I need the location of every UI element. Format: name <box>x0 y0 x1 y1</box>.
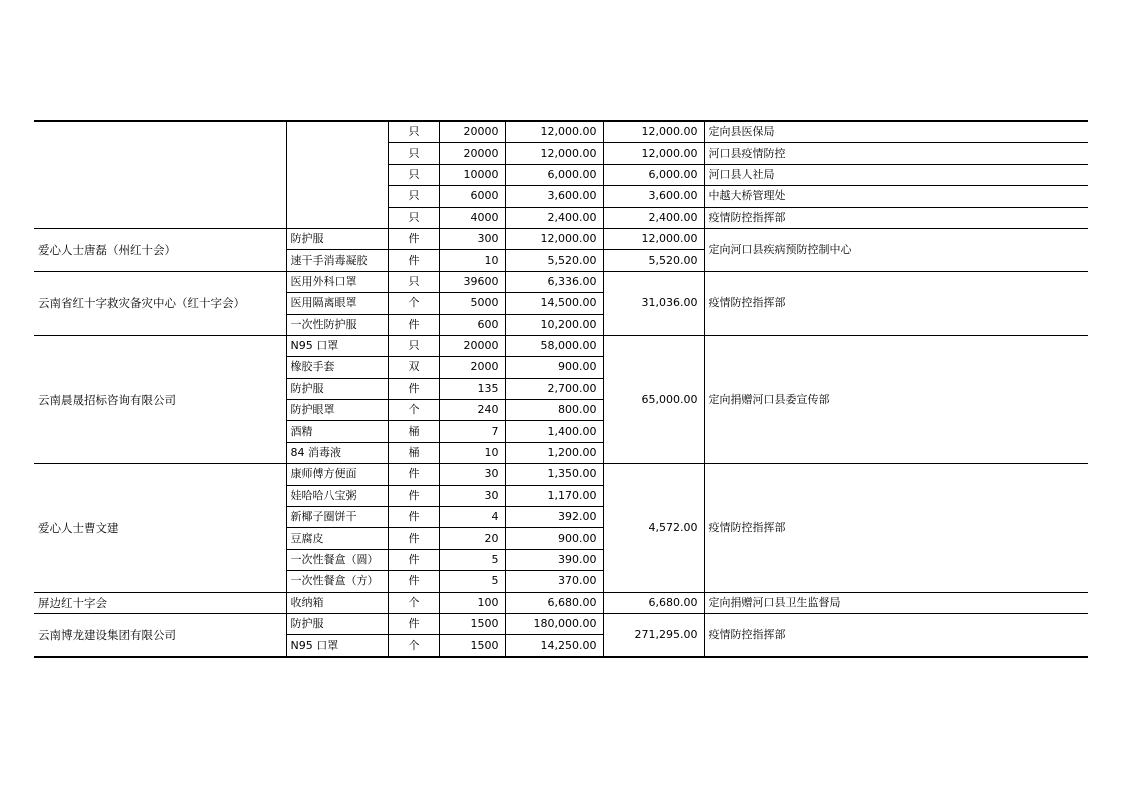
quantity-cell: 100 <box>439 592 505 613</box>
amount-cell: 2,700.00 <box>505 378 603 399</box>
unit-cell: 个 <box>388 293 439 314</box>
unit-cell: 只 <box>388 186 439 207</box>
item-cell: 新椰子圈饼干 <box>286 507 388 528</box>
amount-cell: 58,000.00 <box>505 335 603 356</box>
item-cell: 康师傅方便面 <box>286 464 388 485</box>
quantity-cell: 5 <box>439 549 505 570</box>
unit-cell: 只 <box>388 207 439 228</box>
recipient-cell: 定向河口县疾病预防控制中心 <box>704 228 1088 271</box>
amount-cell: 14,500.00 <box>505 293 603 314</box>
amount-cell: 12,000.00 <box>505 228 603 249</box>
table-row <box>34 121 1088 143</box>
amount-cell: 1,170.00 <box>505 485 603 506</box>
item-cell: 医用外科口罩 <box>286 271 388 292</box>
table-row <box>34 464 1088 485</box>
quantity-cell: 600 <box>439 314 505 335</box>
unit-cell: 件 <box>388 228 439 249</box>
donation-table <box>34 120 1088 658</box>
recipient-cell: 河口县疫情防控 <box>704 143 1088 164</box>
amount-cell: 1,200.00 <box>505 442 603 463</box>
quantity-cell: 30 <box>439 464 505 485</box>
amount-cell: 5,520.00 <box>505 250 603 271</box>
unit-cell: 只 <box>388 164 439 185</box>
recipient-cell: 中越大桥管理处 <box>704 186 1088 207</box>
total-cell: 6,680.00 <box>603 592 704 613</box>
total-cell: 6,000.00 <box>603 164 704 185</box>
item-cell: N95 口罩 <box>286 335 388 356</box>
amount-cell: 390.00 <box>505 549 603 570</box>
total-cell: 65,000.00 <box>603 335 704 463</box>
item-cell: 豆腐皮 <box>286 528 388 549</box>
total-cell: 271,295.00 <box>603 613 704 656</box>
amount-cell: 6,680.00 <box>505 592 603 613</box>
item-cell: N95 口罩 <box>286 635 388 657</box>
unit-cell: 双 <box>388 357 439 378</box>
amount-cell: 3,600.00 <box>505 186 603 207</box>
quantity-cell: 2000 <box>439 357 505 378</box>
amount-cell: 12,000.00 <box>505 143 603 164</box>
recipient-cell: 疫情防控指挥部 <box>704 613 1088 656</box>
amount-cell: 900.00 <box>505 528 603 549</box>
quantity-cell: 39600 <box>439 271 505 292</box>
table-row <box>34 271 1088 292</box>
unit-cell: 只 <box>388 335 439 356</box>
recipient-cell: 定向县医保局 <box>704 121 1088 143</box>
total-cell: 31,036.00 <box>603 271 704 335</box>
item-cell: 防护服 <box>286 613 388 634</box>
table-row <box>34 613 1088 634</box>
quantity-cell: 30 <box>439 485 505 506</box>
unit-cell: 只 <box>388 121 439 143</box>
item-cell: 一次性餐盒（圆） <box>286 549 388 570</box>
unit-cell: 件 <box>388 507 439 528</box>
item-cell: 防护服 <box>286 378 388 399</box>
item-cell: 娃哈哈八宝粥 <box>286 485 388 506</box>
item-cell: 一次性餐盒（方） <box>286 571 388 592</box>
unit-cell: 个 <box>388 635 439 657</box>
quantity-cell: 20000 <box>439 121 505 143</box>
unit-cell: 件 <box>388 464 439 485</box>
quantity-cell: 4000 <box>439 207 505 228</box>
quantity-cell: 7 <box>439 421 505 442</box>
donor-cell: 爱心人士唐磊（州红十会） <box>34 228 286 271</box>
quantity-cell: 6000 <box>439 186 505 207</box>
amount-cell: 6,000.00 <box>505 164 603 185</box>
amount-cell: 370.00 <box>505 571 603 592</box>
table-row <box>34 335 1088 356</box>
amount-cell: 1,350.00 <box>505 464 603 485</box>
quantity-cell: 20 <box>439 528 505 549</box>
amount-cell: 392.00 <box>505 507 603 528</box>
quantity-cell: 135 <box>439 378 505 399</box>
donor-cell <box>34 121 286 228</box>
unit-cell: 件 <box>388 485 439 506</box>
total-cell: 3,600.00 <box>603 186 704 207</box>
table-row <box>34 228 1088 249</box>
recipient-cell: 疫情防控指挥部 <box>704 464 1088 592</box>
quantity-cell: 20000 <box>439 335 505 356</box>
unit-cell: 件 <box>388 571 439 592</box>
table-row <box>34 592 1088 613</box>
item-cell: 一次性防护服 <box>286 314 388 335</box>
quantity-cell: 4 <box>439 507 505 528</box>
total-cell: 12,000.00 <box>603 228 704 249</box>
recipient-cell: 定向捐赠河口县委宣传部 <box>704 335 1088 463</box>
unit-cell: 桶 <box>388 442 439 463</box>
donor-cell: 爱心人士曹文建 <box>34 464 286 592</box>
unit-cell: 桶 <box>388 421 439 442</box>
item-cell: 橡胶手套 <box>286 357 388 378</box>
total-cell: 5,520.00 <box>603 250 704 271</box>
recipient-cell: 定向捐赠河口县卫生监督局 <box>704 592 1088 613</box>
amount-cell: 10,200.00 <box>505 314 603 335</box>
unit-cell: 件 <box>388 378 439 399</box>
donor-cell: 云南博龙建设集团有限公司 <box>34 613 286 656</box>
donation-table-page <box>34 120 1088 658</box>
recipient-cell: 河口县人社局 <box>704 164 1088 185</box>
quantity-cell: 300 <box>439 228 505 249</box>
recipient-cell: 疫情防控指挥部 <box>704 207 1088 228</box>
item-cell: 防护眼罩 <box>286 400 388 421</box>
unit-cell: 个 <box>388 592 439 613</box>
recipient-cell: 疫情防控指挥部 <box>704 271 1088 335</box>
item-cell: 医用隔离眼罩 <box>286 293 388 314</box>
amount-cell: 180,000.00 <box>505 613 603 634</box>
item-cell: 84 消毒液 <box>286 442 388 463</box>
donor-cell: 屏边红十字会 <box>34 592 286 613</box>
unit-cell: 件 <box>388 250 439 271</box>
quantity-cell: 5000 <box>439 293 505 314</box>
item-cell <box>286 121 388 228</box>
amount-cell: 6,336.00 <box>505 271 603 292</box>
amount-cell: 900.00 <box>505 357 603 378</box>
unit-cell: 件 <box>388 528 439 549</box>
unit-cell: 件 <box>388 549 439 570</box>
total-cell: 2,400.00 <box>603 207 704 228</box>
total-cell: 12,000.00 <box>603 143 704 164</box>
item-cell: 酒精 <box>286 421 388 442</box>
unit-cell: 个 <box>388 400 439 421</box>
quantity-cell: 1500 <box>439 613 505 634</box>
donor-cell: 云南晨晟招标咨询有限公司 <box>34 335 286 463</box>
donor-cell: 云南省红十字救灾备灾中心（红十字会） <box>34 271 286 335</box>
unit-cell: 只 <box>388 143 439 164</box>
total-cell: 4,572.00 <box>603 464 704 592</box>
quantity-cell: 1500 <box>439 635 505 657</box>
amount-cell: 12,000.00 <box>505 121 603 143</box>
item-cell: 收纳箱 <box>286 592 388 613</box>
amount-cell: 1,400.00 <box>505 421 603 442</box>
amount-cell: 14,250.00 <box>505 635 603 657</box>
quantity-cell: 20000 <box>439 143 505 164</box>
item-cell: 防护服 <box>286 228 388 249</box>
amount-cell: 800.00 <box>505 400 603 421</box>
unit-cell: 件 <box>388 314 439 335</box>
quantity-cell: 10 <box>439 250 505 271</box>
quantity-cell: 240 <box>439 400 505 421</box>
unit-cell: 件 <box>388 613 439 634</box>
quantity-cell: 10000 <box>439 164 505 185</box>
amount-cell: 2,400.00 <box>505 207 603 228</box>
unit-cell: 只 <box>388 271 439 292</box>
quantity-cell: 10 <box>439 442 505 463</box>
total-cell: 12,000.00 <box>603 121 704 143</box>
quantity-cell: 5 <box>439 571 505 592</box>
item-cell: 速干手消毒凝胶 <box>286 250 388 271</box>
